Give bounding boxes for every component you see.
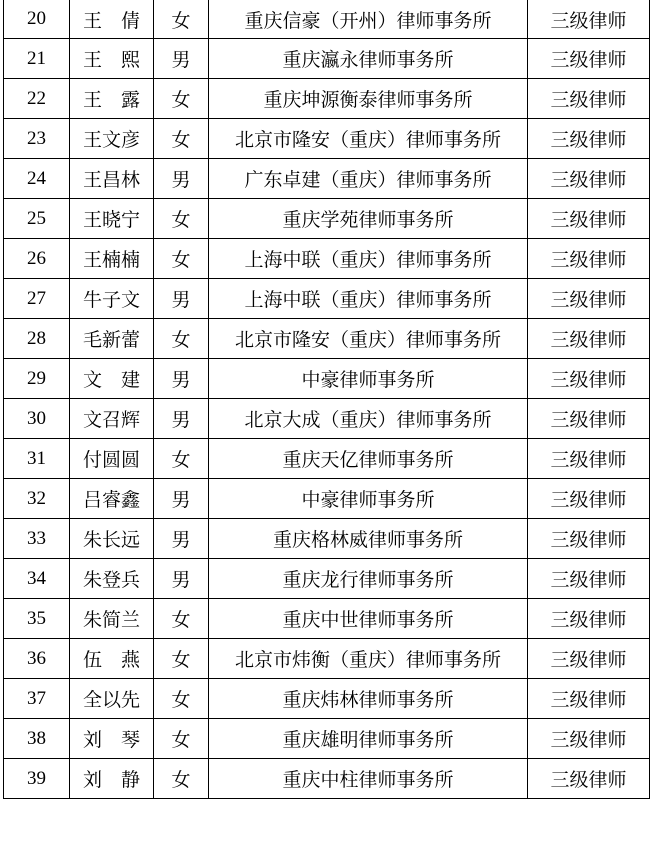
table-row — [4, 279, 650, 319]
table-row — [4, 79, 650, 119]
law-firm: 重庆炜林律师事务所 — [209, 679, 528, 719]
lawyer-gender: 男 — [154, 159, 209, 199]
table-row — [4, 119, 650, 159]
row-number: 21 — [4, 39, 70, 79]
row-number: 25 — [4, 199, 70, 239]
table-row — [4, 319, 650, 359]
lawyer-gender: 男 — [154, 39, 209, 79]
lawyer-name: 吕睿鑫 — [70, 479, 154, 519]
law-firm: 重庆龙行律师事务所 — [209, 559, 528, 599]
law-firm: 北京大成（重庆）律师事务所 — [209, 399, 528, 439]
lawyer-level: 三级律师 — [528, 199, 650, 239]
lawyer-gender: 女 — [154, 199, 209, 239]
lawyer-name: 刘 琴 — [70, 719, 154, 759]
row-number: 35 — [4, 599, 70, 639]
lawyer-gender: 女 — [154, 599, 209, 639]
lawyer-level: 三级律师 — [528, 79, 650, 119]
lawyer-level: 三级律师 — [528, 719, 650, 759]
lawyer-gender: 女 — [154, 639, 209, 679]
row-number: 28 — [4, 319, 70, 359]
table-row — [4, 359, 650, 399]
table-row — [4, 559, 650, 599]
lawyer-level: 三级律师 — [528, 39, 650, 79]
lawyer-gender: 男 — [154, 359, 209, 399]
row-number: 38 — [4, 719, 70, 759]
law-firm: 中豪律师事务所 — [209, 359, 528, 399]
row-number: 29 — [4, 359, 70, 399]
lawyer-name: 王晓宁 — [70, 199, 154, 239]
row-number: 23 — [4, 119, 70, 159]
lawyer-name: 全以先 — [70, 679, 154, 719]
lawyer-level: 三级律师 — [528, 399, 650, 439]
lawyer-gender: 女 — [154, 719, 209, 759]
table-row — [4, 439, 650, 479]
lawyer-name: 王 露 — [70, 79, 154, 119]
law-firm: 重庆天亿律师事务所 — [209, 439, 528, 479]
lawyer-gender: 女 — [154, 239, 209, 279]
row-number: 26 — [4, 239, 70, 279]
table-row — [4, 599, 650, 639]
lawyer-level: 三级律师 — [528, 359, 650, 399]
lawyer-gender: 女 — [154, 319, 209, 359]
row-number: 33 — [4, 519, 70, 559]
lawyer-name: 王文彦 — [70, 119, 154, 159]
table-row — [4, 399, 650, 439]
lawyer-gender: 男 — [154, 479, 209, 519]
law-firm: 重庆坤源衡泰律师事务所 — [209, 79, 528, 119]
lawyer-level: 三级律师 — [528, 319, 650, 359]
table-row — [4, 159, 650, 199]
table-row — [4, 639, 650, 679]
lawyer-name: 毛新蕾 — [70, 319, 154, 359]
table-row — [4, 239, 650, 279]
row-number: 27 — [4, 279, 70, 319]
law-firm: 中豪律师事务所 — [209, 479, 528, 519]
row-number: 31 — [4, 439, 70, 479]
law-firm: 北京市隆安（重庆）律师事务所 — [209, 319, 528, 359]
lawyer-level: 三级律师 — [528, 519, 650, 559]
lawyer-gender: 女 — [154, 0, 209, 39]
lawyer-gender: 女 — [154, 679, 209, 719]
lawyer-gender: 女 — [154, 119, 209, 159]
row-number: 22 — [4, 79, 70, 119]
lawyer-level: 三级律师 — [528, 559, 650, 599]
lawyer-level: 三级律师 — [528, 759, 650, 799]
lawyer-level: 三级律师 — [528, 239, 650, 279]
lawyer-name: 文召辉 — [70, 399, 154, 439]
lawyer-gender: 男 — [154, 559, 209, 599]
lawyer-name: 付圆圆 — [70, 439, 154, 479]
lawyer-name: 刘 静 — [70, 759, 154, 799]
lawyer-name: 文 建 — [70, 359, 154, 399]
row-number: 34 — [4, 559, 70, 599]
law-firm: 重庆瀛永律师事务所 — [209, 39, 528, 79]
law-firm: 上海中联（重庆）律师事务所 — [209, 279, 528, 319]
row-number: 37 — [4, 679, 70, 719]
lawyer-level: 三级律师 — [528, 479, 650, 519]
roster-body — [4, 0, 650, 799]
table-row — [4, 719, 650, 759]
lawyer-level: 三级律师 — [528, 0, 650, 39]
lawyer-roster-table — [3, 0, 650, 799]
law-firm: 重庆中世律师事务所 — [209, 599, 528, 639]
law-firm: 北京市隆安（重庆）律师事务所 — [209, 119, 528, 159]
law-firm: 重庆学苑律师事务所 — [209, 199, 528, 239]
lawyer-name: 王楠楠 — [70, 239, 154, 279]
law-firm: 重庆雄明律师事务所 — [209, 719, 528, 759]
law-firm: 北京市炜衡（重庆）律师事务所 — [209, 639, 528, 679]
table-row — [4, 0, 650, 39]
lawyer-gender: 女 — [154, 79, 209, 119]
lawyer-name: 王 倩 — [70, 0, 154, 39]
row-number: 20 — [4, 0, 70, 39]
lawyer-gender: 女 — [154, 759, 209, 799]
lawyer-gender: 男 — [154, 519, 209, 559]
lawyer-gender: 男 — [154, 399, 209, 439]
lawyer-gender: 男 — [154, 279, 209, 319]
lawyer-name: 王昌林 — [70, 159, 154, 199]
lawyer-level: 三级律师 — [528, 279, 650, 319]
law-firm: 重庆中柱律师事务所 — [209, 759, 528, 799]
law-firm: 广东卓建（重庆）律师事务所 — [209, 159, 528, 199]
lawyer-level: 三级律师 — [528, 599, 650, 639]
table-row — [4, 759, 650, 799]
table-row — [4, 679, 650, 719]
row-number: 39 — [4, 759, 70, 799]
lawyer-name: 朱登兵 — [70, 559, 154, 599]
table-row — [4, 519, 650, 559]
law-firm: 上海中联（重庆）律师事务所 — [209, 239, 528, 279]
table-row — [4, 479, 650, 519]
lawyer-level: 三级律师 — [528, 679, 650, 719]
law-firm: 重庆格林威律师事务所 — [209, 519, 528, 559]
table-row — [4, 39, 650, 79]
lawyer-level: 三级律师 — [528, 639, 650, 679]
law-firm: 重庆信豪（开州）律师事务所 — [209, 0, 528, 39]
lawyer-name: 朱长远 — [70, 519, 154, 559]
row-number: 32 — [4, 479, 70, 519]
lawyer-level: 三级律师 — [528, 159, 650, 199]
lawyer-level: 三级律师 — [528, 119, 650, 159]
row-number: 30 — [4, 399, 70, 439]
row-number: 24 — [4, 159, 70, 199]
table-row — [4, 199, 650, 239]
row-number: 36 — [4, 639, 70, 679]
lawyer-gender: 女 — [154, 439, 209, 479]
lawyer-name: 伍 燕 — [70, 639, 154, 679]
lawyer-name: 王 熙 — [70, 39, 154, 79]
lawyer-name: 牛子文 — [70, 279, 154, 319]
lawyer-name: 朱简兰 — [70, 599, 154, 639]
lawyer-level: 三级律师 — [528, 439, 650, 479]
